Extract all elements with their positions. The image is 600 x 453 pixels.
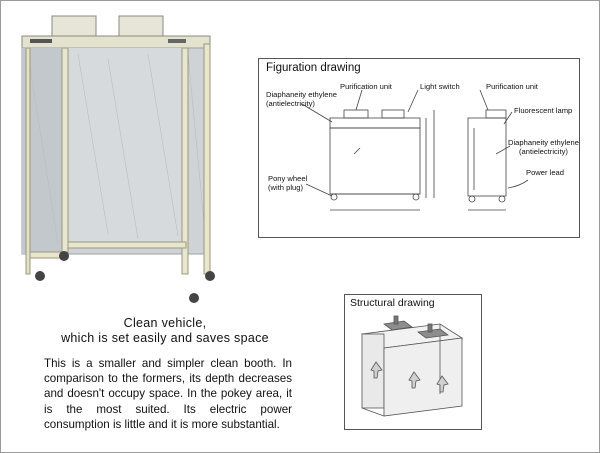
label-diaphaneity-ethylene-left: Diaphaneity ethylene (antielectricity) — [266, 90, 337, 108]
label-power-lead: Power lead — [526, 168, 564, 177]
structural-drawing-title: Structural drawing — [350, 297, 435, 309]
caption-line-1: Clean vehicle, — [123, 316, 207, 330]
label-light-switch: Light switch — [420, 82, 460, 91]
product-caption — [20, 316, 310, 346]
clean-booth-photo — [18, 14, 218, 310]
label-pony-wheel: Pony wheel (with plug) — [268, 174, 308, 192]
caption-line-2: which is set easily and saves space — [61, 331, 269, 345]
label-fluorescent-lamp: Fluorescent lamp — [514, 106, 573, 115]
figuration-drawing-title: Figuration drawing — [266, 62, 361, 74]
product-description: This is a smaller and simpler clean booth. In comparison to the formers, its depth decreases and doesn't occupy space. In the pokey area, it is the most suited. Its electric power consumption is little and it is more substantial. — [44, 357, 292, 431]
label-purification-unit-left: Purification unit — [340, 82, 392, 91]
label-purification-unit-right: Purification unit — [486, 82, 538, 91]
structural-drawing-figure — [344, 294, 480, 428]
label-diaphaneity-ethylene-right: Diaphaneity ethylene (antielectricity) — [508, 138, 579, 156]
